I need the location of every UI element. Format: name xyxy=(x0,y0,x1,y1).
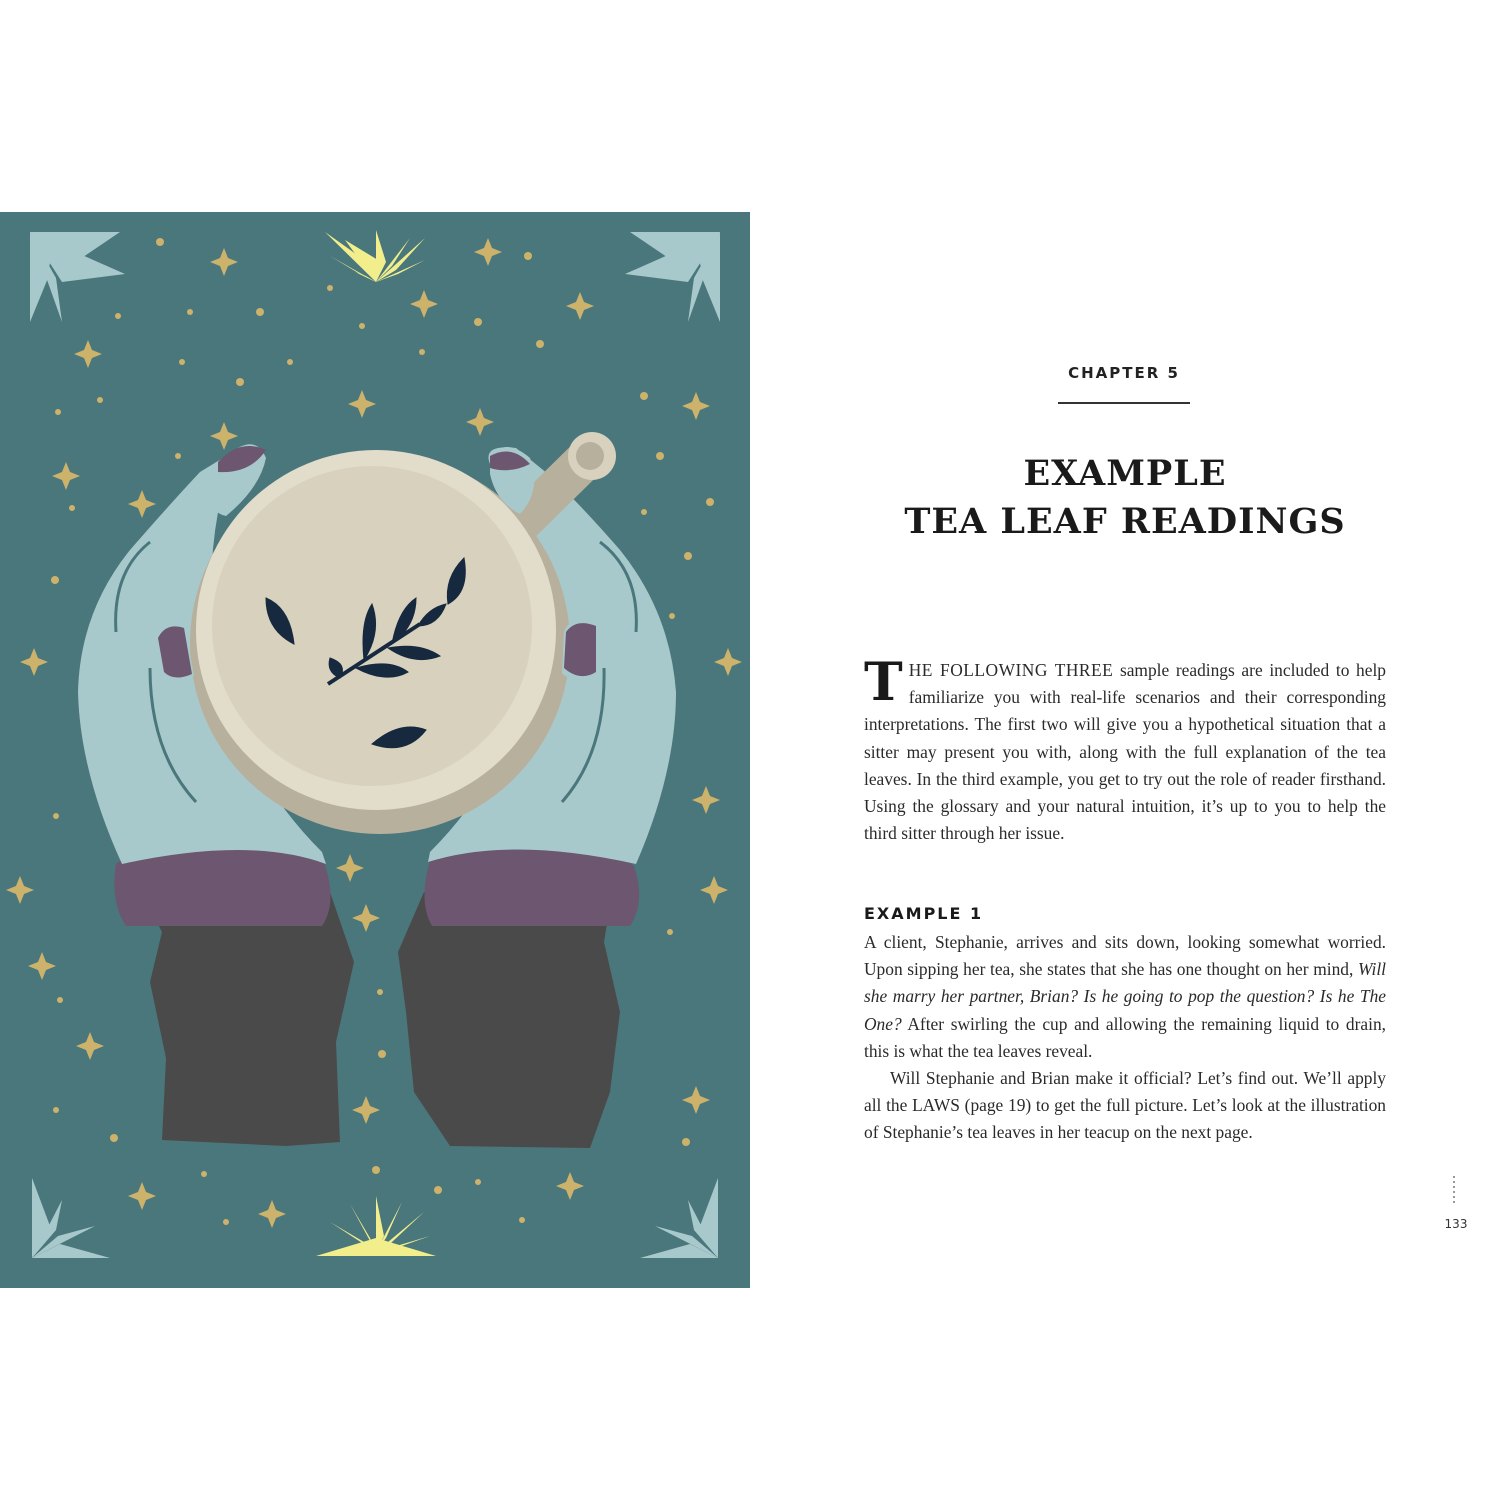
page-number: 133 xyxy=(1444,1217,1468,1231)
chapter-rule-divider xyxy=(1058,402,1190,404)
intro-text: sample readings are included to help familiarize you with real-life scenarios and their corresponding interpretations. The first two will give you a hypothetical situation that a sitter may present you with, along with the full explanation of the tea leaves. In the third example, you get to try out the role of reader firsthand. Using the glossary and your natural intuition, it’s up to you to help the third sitter through her issue. xyxy=(864,660,1386,844)
chapter-title xyxy=(880,450,1370,546)
example-1-heading: EXAMPLE 1 xyxy=(864,904,984,923)
page-number-dots xyxy=(1453,1176,1455,1206)
intro-paragraph xyxy=(864,652,1386,847)
example-1-body xyxy=(864,929,1386,1147)
example-1-paragraph-2: Will Stephanie and Brian make it official? Let’s find out. We’ll apply all the LAWS (page 19) to get the full picture. Let’s look at the illustration of Stephanie’s tea leaves in her teacup on the next page. xyxy=(864,1068,1386,1143)
hands-holding-teacup-illustration xyxy=(0,212,750,1288)
chapter-title-line-2: TEA LEAF READINGS xyxy=(904,501,1346,542)
example-1-paragraph-1: A client, Stephanie, arrives and sits down, looking somewhat worried. Upon sipping her tea, she states that she has one thought on her mind, Will she marry her partner, Brian? Is he going to pop the question? Is he The One? After swirling the cup and allowing the remaining liquid to drain, this is what the tea leaves reveal. xyxy=(864,932,1386,1061)
chapter-label: CHAPTER 5 xyxy=(1068,364,1180,382)
example-1-question: Will she marry her partner, Brian? Is he going to pop the question? Is he The One? xyxy=(864,959,1386,1034)
dropcap: T xyxy=(864,652,903,713)
intro-smallcaps: HE FOLLOWING THREE xyxy=(908,660,1114,680)
chapter-title-line-1: EXAMPLE xyxy=(1023,453,1227,494)
